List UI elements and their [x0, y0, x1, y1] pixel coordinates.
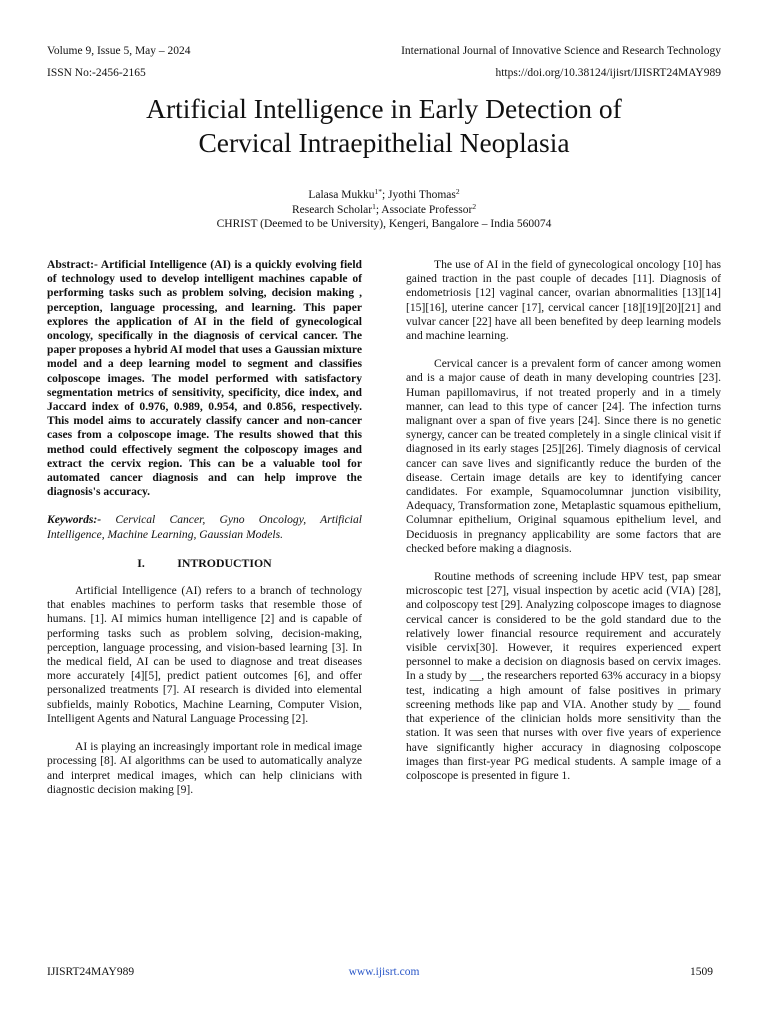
abstract: Abstract:- Artificial Intelligence (AI) is a quickly evolving field of technology used to develop intelligent machines capable of performing tasks such as problem solving, decision making , perception, language processing, and learning. This paper explores the application of AI in the field of gynecological oncology, specifically in the diagnosis of cervical cancer. The paper proposes a hybrid AI model that uses a Gaussian mixture model and a deep learning model to segment and classifies colposcope images. The model performed with satisfactory segmentation metrics of sensitivity, specificity, dice index, and Jaccard index of 0.976, 0.989, 0.954, and 0.856, respectively. This model aims to accurately classify cancer and non-cancer cases from a colposcope image. The results showed that this method could effectively segment the colposcopy images and extract the cervix region. This can be a valuable tool for automated cancer diagnosis and can help improve the diagnosis's accuracy.: [47, 258, 362, 499]
section-heading-introduction: I. INTRODUCTION: [137, 555, 272, 570]
paper-title: [0, 92, 768, 160]
right-paragraph-2: Cervical cancer is a prevalent form of cancer among women and is a major cause of death in many developing countries [23]. Human papillomavirus, if not treated properly and in a timely manner, can lead to this type of cancer [24]. The infection turns malignant over a span of five years [24]. Since there is no genetic synergy, cancer can be treated completely in a single clinical visit if diagnosed in its early stages [25][26]. Timely diagnosis of cervical cancer can save lives and significantly reduce the burden of the disease. Certain image details are key to identifying cancer candidates. For example, Squamocolumnar junction visibility, Adequacy, Transformation zone, Metaplastic squamous epithelium, Columnar epithelium, Original squamous epithelium level, and Deciduosis in pregnancy applicability are some factors that are checked before making a diagnosis.: [406, 357, 721, 555]
keywords: Keywords:- Cervical Cancer, Gyno Oncology, Artificial Intelligence, Machine Learning, Gaussian Models.: [47, 513, 362, 541]
right-paragraph-3: Routine methods of screening include HPV test, pap smear microscopic test [27], visual inspection by acetic acid (VIA) [28], and colposcopy test [29]. Analyzing colposcope images to diagnose cervical cancer is considered to be the gold standard due to the relatively lower financial resource requirement and accurately visible cervix[30]. However, it requires experienced expert personnel to make a decision on diagnosis based on cervix images. In a study by __, the researchers reported 63% accuracy in a biopsy test, indicating a high amount of false positives in primary screening methods like pap and VIA. Another study by __ found that experience of the clinician holds more sensitivity than the station. It was seen that nurses with over five years of experience have significantly higher accuracy in diagnosing colposcope images than first-year PG medical students. A sample image of a colposcope is presented in figure 1.: [406, 570, 721, 782]
title-line-2: Cervical Intraepithelial Neoplasia: [198, 127, 570, 158]
author-affiliation: CHRIST (Deemed to be University), Kengeri, Bangalore – India 560074: [216, 218, 552, 230]
right-column: [406, 258, 721, 797]
footer-code: IJISRT24MAY989: [47, 966, 135, 978]
right-paragraph-1: The use of AI in the field of gynecological oncology [10] has gained traction in the past couple of decades [11]. Diagnosis of endometriosis [12] vaginal cancer, ovarian abnormalities [13][14][15][16], uterine cancer [17], cervical cancer [18][19][20][21] and vulvar cancer [22] have all been benefited by deep learning models and machine learning.: [406, 258, 721, 343]
header-volume: Volume 9, Issue 5, May – 2024: [47, 45, 191, 57]
page-number: 1509: [690, 966, 713, 978]
left-column: [47, 258, 362, 811]
header-doi[interactable]: https://doi.org/10.38124/ijisrt/IJISRT24MAY989: [495, 67, 721, 79]
author-roles: Research Scholar$^1$; Associate Professor$^2$: [291, 201, 477, 216]
footer-site-link[interactable]: www.ijisrt.com: [348, 966, 420, 978]
header-issn: ISSN No:-2456-2165: [47, 67, 146, 79]
intro-paragraph-2: AI is playing an increasingly important role in medical image processing [8]. AI algorithms can be used to automatically analyze and interpret medical images, which can help clinicians with diagnostic decision making [9].: [47, 740, 362, 796]
header-journal: International Journal of Innovative Science and Research Technology: [401, 45, 721, 57]
title-line-1: Artificial Intelligence in Early Detection of: [146, 93, 622, 124]
intro-paragraph-1: Artificial Intelligence (AI) refers to a branch of technology that enables machines to perform tasks that resemble those of humans. [1]. AI mimics human intelligence [2] and is capable of performing tasks such as problem solving, decision-making, perception, language processing, and vision-based learning [3]. In the medical field, AI can be used to diagnose and treat diseases more accurately [4][5], predict patient outcomes [6], and offer personalized treatments [7]. AI research is divided into elemental subfields, mainly Robotics, Machine Learning, Computer Vision, Intelligent Agents and Natural Language Processing [2].: [47, 584, 362, 725]
author-names: Lalasa Mukku$^{1*}$; Jyothi Thomas$^2$: [308, 187, 460, 201]
author-block: [0, 188, 768, 232]
